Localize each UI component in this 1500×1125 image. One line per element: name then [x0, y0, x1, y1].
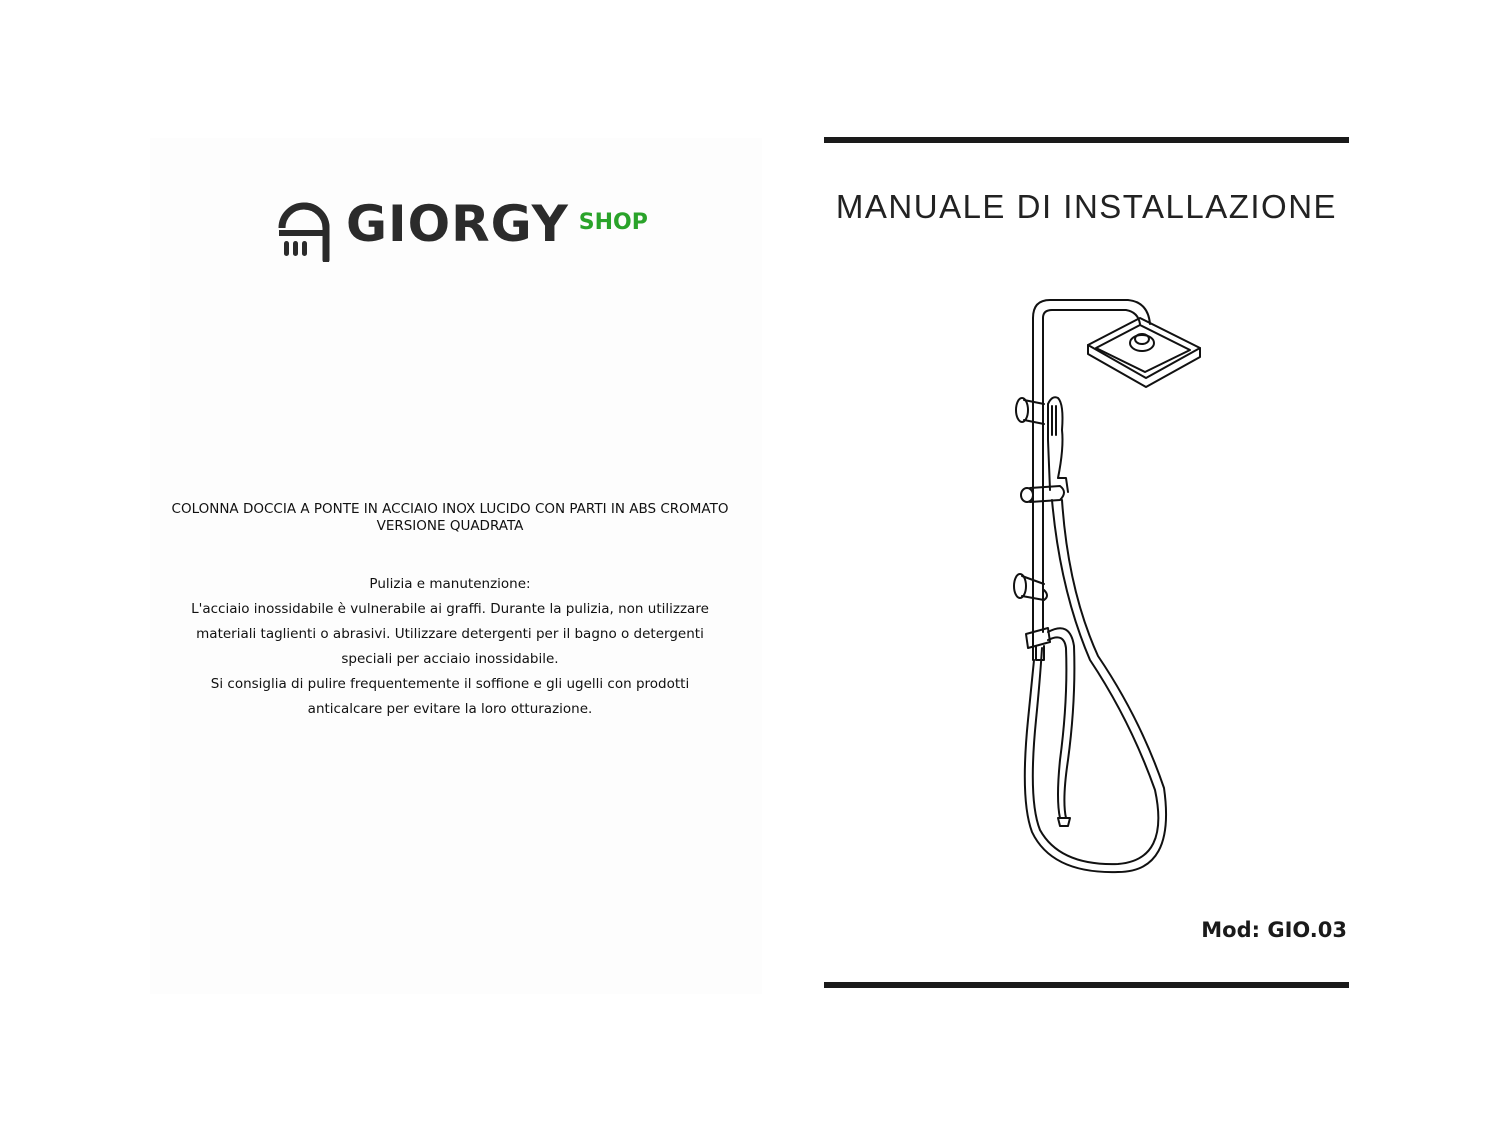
care-line: speciali per acciaio inossidabile. [341, 651, 559, 667]
care-line: Si consiglia di pulire frequentemente il soffione e gli ugelli con prodotti [210, 676, 690, 692]
product-title-line: COLONNA DOCCIA A PONTE IN ACCIAIO INOX LUCIDO CON PARTI IN ABS CROMATO [171, 501, 729, 517]
product-title [150, 501, 750, 535]
shower-column-illustration [990, 290, 1210, 880]
top-rule [824, 137, 1349, 143]
care-section [150, 572, 750, 722]
left-page [150, 138, 762, 994]
bottom-rule [824, 982, 1349, 988]
care-line: anticalcare per evitare la loro otturazione. [307, 701, 593, 717]
brand-sub: SHOP [578, 210, 648, 235]
manual-title: MANUALE DI INSTALLAZIONE [835, 188, 1338, 225]
shower-head-icon [276, 186, 338, 262]
model-number: Mod: GIO.03 [1201, 918, 1347, 942]
care-line: materiali taglienti o abrasivi. Utilizzare detergenti per il bagno o detergenti [196, 626, 704, 642]
care-line: L'acciaio inossidabile è vulnerabile ai graffi. Durante la pulizia, non utilizzare [191, 601, 709, 617]
care-heading: Pulizia e manutenzione: [369, 576, 531, 592]
brand-logo [276, 186, 648, 262]
brand-name: GIORGY [346, 195, 569, 253]
product-title-line: VERSIONE QUADRATA [376, 518, 524, 534]
